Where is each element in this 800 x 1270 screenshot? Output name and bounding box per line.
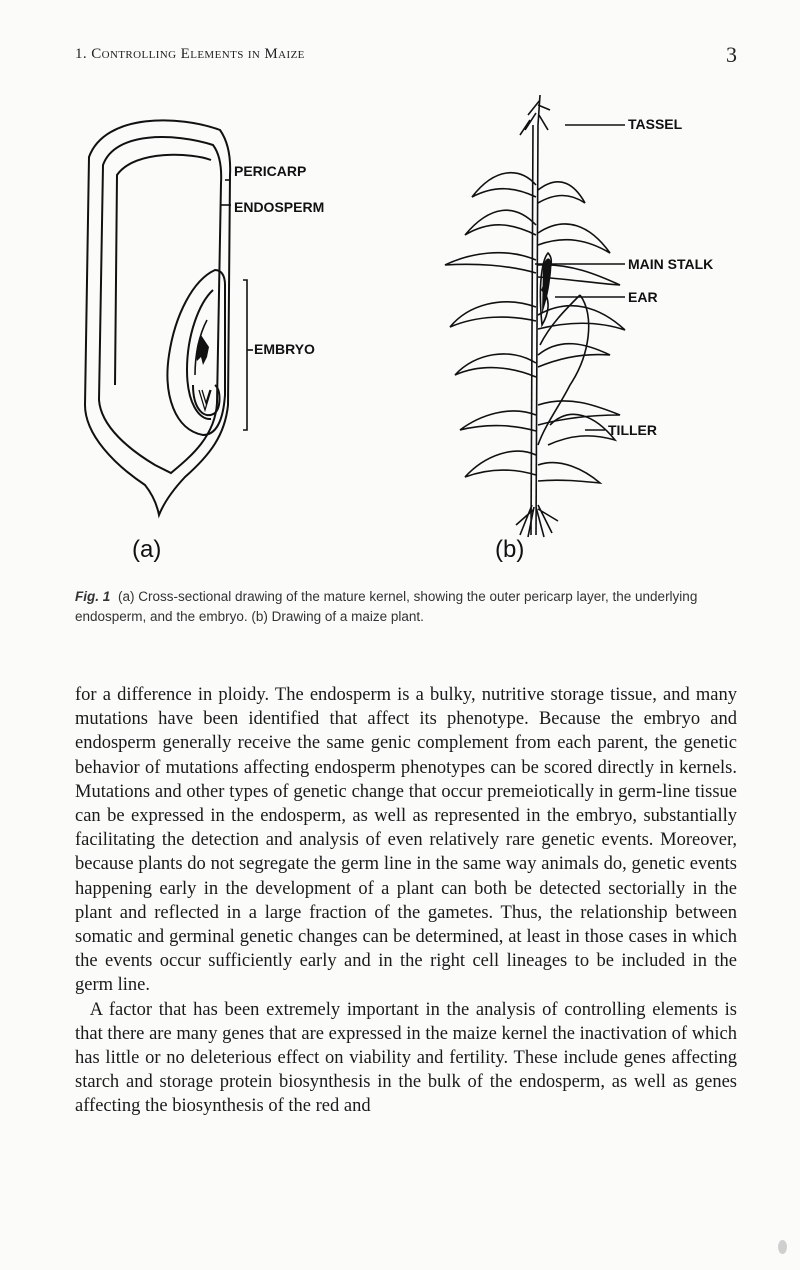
leader-lines — [75, 85, 737, 575]
label-endosperm: ENDOSPERM — [234, 199, 325, 215]
page-number: 3 — [726, 42, 737, 67]
paragraph-1: for a difference in ploidy. The endosperm is a bulky, nutritive storage tissue, and many mutations have been identified that affect its phenotype. Because the embryo and endosperm generally receive the same genic complement from each parent, the genetic behavior of mutations affecting endosperm phenotypes can be scored directly in kernels. Mutations and other types of genetic change that occur premeiotically in germ-line tissue can be expressed in the endosperm, as well as represented in the embryo, substantially facilitating the detection and analysis of even relatively rare genetic events. Moreover, because plants do not segregate the germ line in the same way animals do, genetic events happening early in the development of a plant can both be detected sectorially in the plant and reflected in a large fraction of the gametes. Thus, the relationship between somatic and germinal genetic changes can be determined, at least in those cases in which the events occur sufficiently early and in the right cell lineages to be included in the germ line. — [75, 685, 737, 996]
paragraph-2: A factor that has been extremely important in the analysis of controlling elements is that there are many genes that are expressed in the maize kernel the inactivation of which has little or no deleterious effect on viability and fertility. These include genes affecting starch and storage protein biosynthesis in the bulk of the endosperm, as well as genes affecting the biosynthesis of the red and — [75, 999, 737, 1117]
label-ear: EAR — [628, 289, 658, 305]
panel-label-a: (a) — [132, 536, 162, 563]
label-embryo: EMBRYO — [254, 341, 315, 357]
running-head: 1. Controlling Elements in Maize — [75, 46, 305, 62]
figure-caption — [75, 587, 737, 627]
body-text — [75, 683, 737, 1119]
label-tassel: TASSEL — [628, 116, 683, 132]
label-main-stalk: MAIN STALK — [628, 256, 714, 272]
panel-label-b: (b) — [495, 536, 525, 563]
caption-label: Fig. 1 — [75, 589, 111, 604]
scan-speck — [778, 1240, 787, 1254]
page-header — [75, 44, 737, 70]
figure-1 — [75, 85, 737, 575]
label-pericarp: PERICARP — [234, 163, 307, 179]
caption-text: (a) Cross-sectional drawing of the mature kernel, showing the outer pericarp layer, the underlying endosperm, and the embryo. (b) Drawing of a maize plant. — [75, 589, 698, 624]
label-tiller: TILLER — [608, 422, 657, 438]
